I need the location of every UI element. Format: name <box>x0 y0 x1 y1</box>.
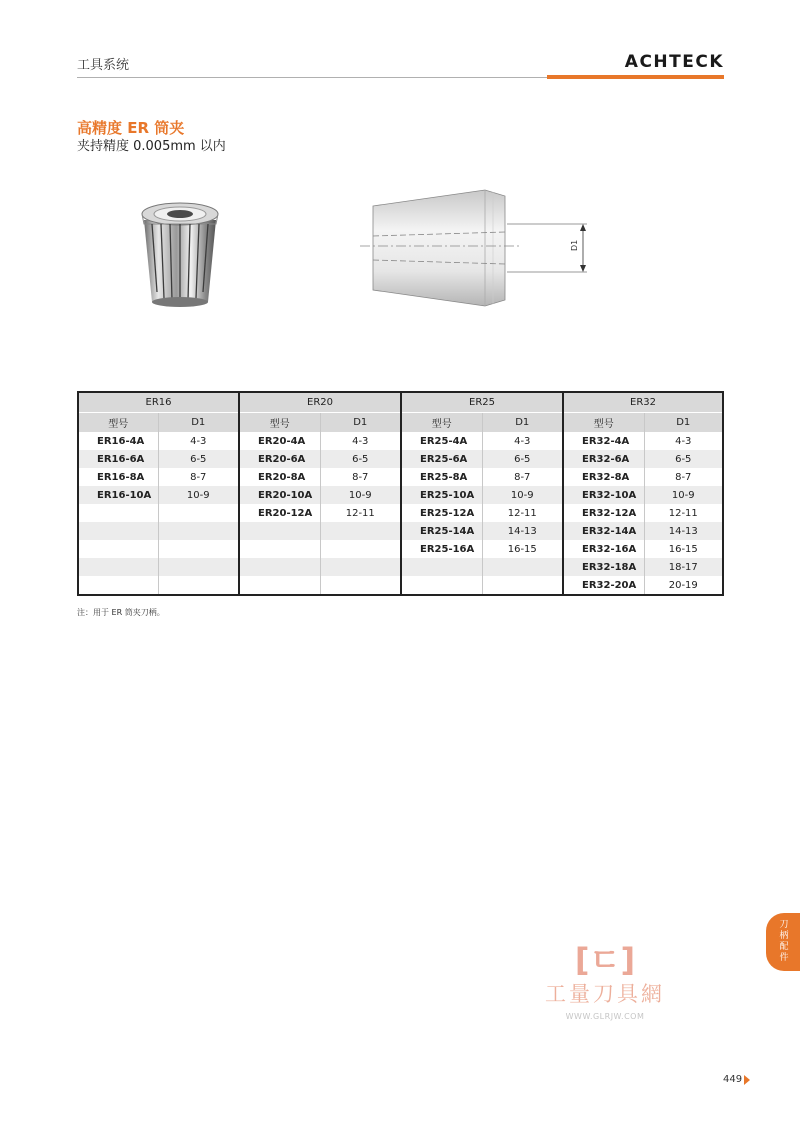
product-subtitle: 夹持精度 0.005mm 以内 <box>77 139 226 154</box>
d1-cell: 10-9 <box>644 486 723 504</box>
model-cell: ER25-10A <box>401 486 482 504</box>
table-row <box>78 504 723 522</box>
watermark-text: 工量刀具網 <box>545 982 665 1006</box>
col-header-model: 型号 <box>78 413 158 433</box>
d1-cell: 10-9 <box>320 486 401 504</box>
model-cell: ER32-8A <box>563 468 644 486</box>
d1-cell: 8-7 <box>482 468 563 486</box>
group-header-er20: ER20 <box>239 392 401 413</box>
col-header-model: 型号 <box>401 413 482 433</box>
brand-logo: ACHTECK <box>624 52 724 72</box>
d1-cell: 8-7 <box>320 468 401 486</box>
footnote: 注：用于 ER 筒夹刀柄。 <box>77 608 165 617</box>
d1-cell <box>158 504 239 522</box>
collet-photo <box>130 190 230 310</box>
d1-cell: 10-9 <box>482 486 563 504</box>
model-cell: ER25-16A <box>401 540 482 558</box>
model-cell: ER16-8A <box>78 468 158 486</box>
model-cell <box>239 558 320 576</box>
group-header-er32: ER32 <box>563 392 723 413</box>
model-cell: ER25-14A <box>401 522 482 540</box>
table-row <box>78 540 723 558</box>
page-arrow-icon <box>744 1075 750 1085</box>
d1-cell: 8-7 <box>158 468 239 486</box>
side-tab-label: 刀柄配件 <box>779 920 789 963</box>
d1-cell: 14-13 <box>644 522 723 540</box>
d1-cell: 8-7 <box>644 468 723 486</box>
d1-cell <box>158 558 239 576</box>
model-cell: ER16-6A <box>78 450 158 468</box>
section-title: 工具系统 <box>77 58 130 73</box>
d1-cell: 6-5 <box>158 450 239 468</box>
watermark <box>530 940 680 1021</box>
d1-cell: 4-3 <box>320 432 401 450</box>
table-row <box>78 576 723 595</box>
d1-cell <box>158 522 239 540</box>
d1-cell: 4-3 <box>482 432 563 450</box>
col-header-model: 型号 <box>239 413 320 433</box>
table-row <box>78 450 723 468</box>
model-cell: ER16-10A <box>78 486 158 504</box>
model-cell <box>401 576 482 595</box>
model-cell <box>78 504 158 522</box>
d1-cell: 20-19 <box>644 576 723 595</box>
d1-cell <box>320 576 401 595</box>
d1-cell <box>158 576 239 595</box>
model-cell: ER20-10A <box>239 486 320 504</box>
d1-cell: 10-9 <box>158 486 239 504</box>
col-header-d1: D1 <box>644 413 723 433</box>
d1-cell <box>482 576 563 595</box>
d1-cell: 12-11 <box>644 504 723 522</box>
d1-cell <box>320 558 401 576</box>
table-row <box>78 432 723 450</box>
group-header-er25: ER25 <box>401 392 563 413</box>
product-title: 高精度 ER 筒夹 <box>77 119 185 137</box>
model-cell <box>239 522 320 540</box>
d1-cell: 6-5 <box>482 450 563 468</box>
d1-cell <box>158 540 239 558</box>
model-cell: ER32-4A <box>563 432 644 450</box>
col-header-d1: D1 <box>320 413 401 433</box>
model-cell: ER32-10A <box>563 486 644 504</box>
model-cell <box>239 576 320 595</box>
model-cell <box>78 576 158 595</box>
table-row <box>78 486 723 504</box>
col-header-model: 型号 <box>563 413 644 433</box>
model-cell <box>78 522 158 540</box>
model-cell: ER20-8A <box>239 468 320 486</box>
d1-cell <box>320 540 401 558</box>
d1-cell: 4-3 <box>644 432 723 450</box>
model-cell: ER25-8A <box>401 468 482 486</box>
col-header-d1: D1 <box>158 413 239 433</box>
watermark-logo-icon: [ㄷ] <box>574 941 636 979</box>
d1-cell: 6-5 <box>644 450 723 468</box>
d1-cell: 14-13 <box>482 522 563 540</box>
d1-cell: 6-5 <box>320 450 401 468</box>
model-cell: ER32-18A <box>563 558 644 576</box>
model-cell: ER32-20A <box>563 576 644 595</box>
model-cell: ER32-6A <box>563 450 644 468</box>
model-cell: ER32-16A <box>563 540 644 558</box>
collet-spec-table <box>77 391 724 596</box>
model-cell <box>78 558 158 576</box>
model-cell <box>401 558 482 576</box>
dimension-label: D1 <box>570 239 579 251</box>
d1-cell: 12-11 <box>482 504 563 522</box>
d1-cell: 18-17 <box>644 558 723 576</box>
page-number: 449 <box>723 1074 743 1085</box>
model-cell: ER20-4A <box>239 432 320 450</box>
header-divider <box>77 77 547 78</box>
model-cell: ER32-12A <box>563 504 644 522</box>
model-cell <box>239 540 320 558</box>
model-cell: ER20-12A <box>239 504 320 522</box>
model-cell: ER32-14A <box>563 522 644 540</box>
model-cell: ER16-4A <box>78 432 158 450</box>
d1-cell <box>320 522 401 540</box>
d1-cell: 16-15 <box>482 540 563 558</box>
model-cell: ER20-6A <box>239 450 320 468</box>
d1-cell: 16-15 <box>644 540 723 558</box>
table-row <box>78 468 723 486</box>
table-row <box>78 558 723 576</box>
collet-diagram <box>355 188 605 308</box>
table-row <box>78 522 723 540</box>
header-accent-bar <box>547 75 724 79</box>
model-cell: ER25-6A <box>401 450 482 468</box>
group-header-er16: ER16 <box>78 392 239 413</box>
col-header-d1: D1 <box>482 413 563 433</box>
d1-cell <box>482 558 563 576</box>
model-cell <box>78 540 158 558</box>
model-cell: ER25-4A <box>401 432 482 450</box>
d1-cell: 12-11 <box>320 504 401 522</box>
model-cell: ER25-12A <box>401 504 482 522</box>
d1-cell: 4-3 <box>158 432 239 450</box>
watermark-url: WWW.GLRJW.COM <box>565 1012 645 1021</box>
